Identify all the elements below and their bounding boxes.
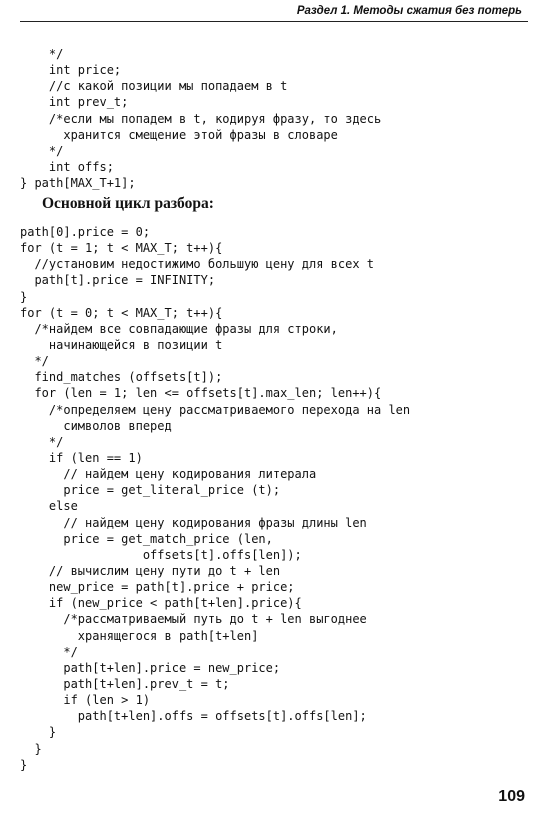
code-line: int prev_t;	[20, 95, 129, 110]
code-line: */	[20, 644, 78, 659]
code-line: }	[20, 289, 28, 304]
page-number: 109	[498, 788, 525, 805]
code-line: */	[20, 354, 49, 369]
code-line: int offs;	[20, 159, 114, 174]
code-line: price = get_match_price (len,	[20, 531, 273, 546]
code-line: хранится смещение этой фразы в словаре	[20, 127, 338, 142]
code-line: new_price = path[t].price + price;	[20, 580, 295, 595]
code-line: path[0].price = 0;	[20, 225, 151, 239]
code-line: */	[20, 143, 64, 158]
code-line: */	[20, 47, 64, 61]
code-line: price = get_literal_price (t);	[20, 483, 281, 498]
code-line: // найдем цену кодирования фразы длины len	[20, 515, 367, 530]
code-line: if (len > 1)	[20, 693, 151, 708]
code-line: else	[20, 499, 78, 514]
code-line: for (t = 0; t < MAX_T; t++){	[20, 305, 223, 320]
code-line: offsets[t].offs[len]);	[20, 547, 302, 562]
code-line: }	[20, 757, 28, 772]
code-line: path[t+len].price = new_price;	[20, 660, 281, 675]
running-header-title: Раздел 1. Методы сжатия без потерь	[296, 5, 522, 17]
code-line: find_matches (offsets[t]);	[20, 370, 223, 385]
code-line: path[t+len].prev_t = t;	[20, 676, 230, 691]
code-line: int price;	[20, 63, 122, 78]
code-line: } path[MAX_T+1];	[20, 176, 136, 191]
code-line: path[t].price = INFINITY;	[20, 273, 216, 288]
code-line: // вычислим цену пути до t + len	[20, 563, 281, 578]
code-line: }	[20, 725, 57, 740]
code-line: if (new_price < path[t+len].price){	[20, 596, 302, 611]
code-block-struct-tail	[20, 46, 381, 191]
section-heading: Основной цикл разбора:	[42, 195, 214, 212]
code-line: */	[20, 434, 64, 449]
header-divider	[20, 21, 528, 22]
code-line: /*найдем все совпадающие фразы для строки,	[20, 321, 338, 336]
code-line: /*определяем цену рассматриваемого перехода на len	[20, 402, 411, 417]
code-line: //установим недостижимо большую цену для всех t	[20, 257, 375, 272]
code-line: for (t = 1; t < MAX_T; t++){	[20, 241, 223, 256]
code-line: начинающейся в позиции t	[20, 337, 223, 352]
code-line: /*рассматриваемый путь до t + len выгоднее	[20, 612, 367, 627]
code-line: path[t+len].offs = offsets[t].offs[len];	[20, 709, 367, 724]
code-line: символов вперед	[20, 418, 172, 433]
code-line: for (len = 1; len <= offsets[t].max_len; len++){	[20, 386, 382, 401]
code-line: if (len == 1)	[20, 450, 143, 465]
code-line: /*если мы попадем в t, кодируя фразу, то здесь	[20, 111, 382, 126]
code-block-main-loop	[20, 224, 410, 773]
code-line: хранящегося в path[t+len]	[20, 628, 259, 643]
code-line: }	[20, 741, 42, 756]
code-line: // найдем цену кодирования литерала	[20, 467, 317, 482]
code-line: //с какой позиции мы попадаем в t	[20, 79, 288, 94]
